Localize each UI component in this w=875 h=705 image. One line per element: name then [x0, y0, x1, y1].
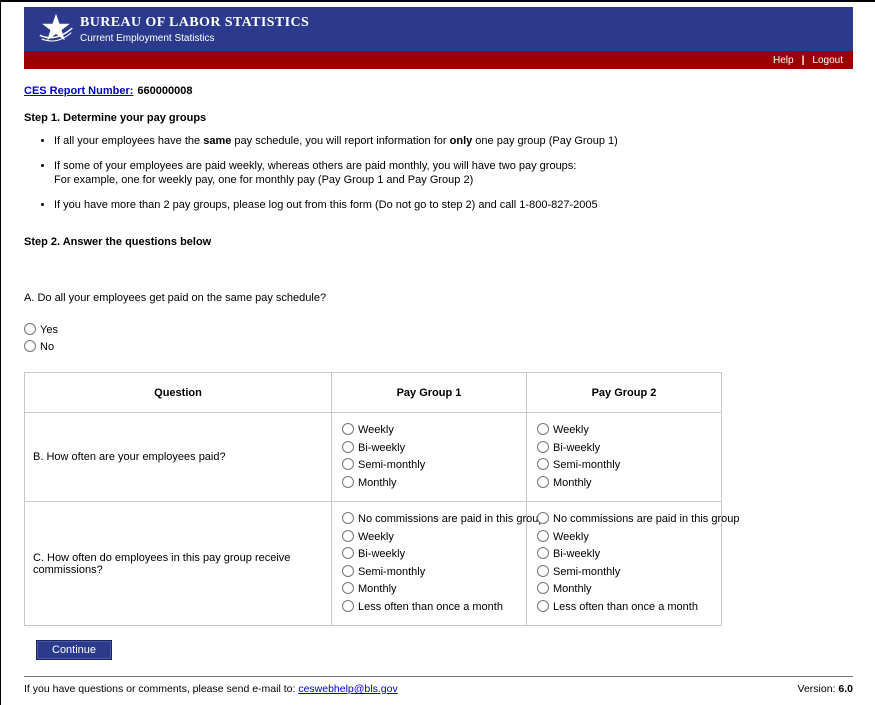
option-label: Semi-monthly [358, 565, 426, 578]
bullet2-line1: • If some of your employees are paid weekly, whereas others are paid monthly, you will have two pay groups: [54, 160, 577, 172]
table-header-row [25, 373, 722, 413]
bullet1-text: If all your employees have the [54, 135, 204, 147]
b-pg1-semimonthly-radio[interactable] [342, 458, 354, 470]
continue-button[interactable]: Continue [36, 640, 112, 660]
bullet-more-than-two-groups: • If you have more than 2 pay groups, please log out from this form (Do not go to step 2) and call 1-800-827-2005 [54, 198, 853, 212]
option-label: Bi-weekly [553, 441, 601, 454]
version-label: Version: [797, 683, 836, 695]
version-text [798, 683, 853, 695]
pay-groups-table [24, 372, 740, 626]
c-pg2-monthly-radio[interactable] [537, 582, 549, 594]
option-label: Bi-weekly [358, 548, 406, 560]
radio-option[interactable] [342, 475, 520, 493]
option-label: Weekly [553, 530, 589, 543]
row-c-paygroup1-options [332, 502, 545, 626]
question-a-text: A. Do all your employees get paid on the same pay schedule? [24, 292, 327, 304]
option-label: Monthly [553, 476, 592, 489]
masthead [24, 7, 853, 51]
yes-radio[interactable] [24, 323, 36, 335]
help-link[interactable]: Help [773, 54, 794, 66]
b-pg1-weekly-radio[interactable] [342, 423, 354, 435]
option-label: Monthly [358, 476, 397, 489]
email-link[interactable]: ceswebhelp@bls.gov [298, 683, 398, 695]
bullet1-bold-same: same [203, 135, 232, 147]
footer-prefix: If you have questions or comments, please send e-mail to: [24, 683, 299, 695]
logout-link[interactable]: Logout [812, 54, 843, 66]
radio-option[interactable] [537, 457, 715, 475]
header-pay-group-1: Pay Group 1 [332, 373, 527, 413]
option-label: Less often than once a month [553, 600, 698, 613]
footer [24, 676, 853, 695]
utility-bar [24, 51, 853, 69]
radio-option[interactable] [537, 564, 715, 582]
bullet1-text3: one pay group (Pay Group 1) [472, 135, 618, 147]
step2-title: Step 2. Answer the questions below [24, 236, 212, 248]
footer-help-text [24, 683, 398, 695]
option-label: No commissions are paid in this group [358, 513, 545, 525]
question-c-text: C. How often do employees in this pay group receive commissions? [25, 502, 332, 626]
option-label: Monthly [553, 583, 592, 595]
question-b-text: B. How often are your employees paid? [25, 413, 332, 502]
c-pg2-biweekly-radio[interactable] [537, 547, 549, 559]
radio-option[interactable] [537, 581, 715, 599]
masthead-text [80, 15, 309, 44]
radio-option[interactable] [342, 581, 520, 599]
report-number-line [24, 85, 853, 97]
c-pg1-weekly-radio[interactable] [342, 530, 354, 542]
b-pg2-weekly-radio[interactable] [537, 423, 549, 435]
option-label: Monthly [358, 583, 397, 595]
step1-bullet-list [24, 134, 853, 212]
radio-option[interactable] [537, 599, 715, 617]
radio-option[interactable] [342, 546, 520, 564]
star-icon [38, 11, 74, 47]
option-label: Weekly [358, 530, 394, 543]
radio-option[interactable] [537, 546, 715, 564]
c-pg1-monthly-radio[interactable] [342, 582, 354, 594]
table-row-c [25, 502, 722, 626]
b-pg2-monthly-radio[interactable] [537, 476, 549, 488]
option-label: Weekly [553, 424, 589, 436]
report-number-value: 660000008 [137, 85, 193, 97]
radio-option[interactable] [342, 511, 545, 529]
c-pg1-lessoften-radio[interactable] [342, 600, 354, 612]
agency-title: BUREAU OF LABOR STATISTICS [80, 14, 310, 30]
radio-option[interactable] [342, 564, 520, 582]
radio-option-yes[interactable] [24, 322, 853, 339]
row-b-paygroup1-options [332, 413, 527, 502]
table-row-b [25, 413, 722, 502]
option-label: No commissions are paid in this group [553, 513, 740, 525]
link-divider: | [801, 54, 805, 66]
bls-star-logo [32, 11, 80, 47]
question-a-options [24, 322, 853, 356]
c-pg2-weekly-radio[interactable] [537, 530, 549, 542]
radio-option[interactable] [537, 511, 740, 529]
c-pg1-semimonthly-radio[interactable] [342, 565, 354, 577]
option-label: Semi-monthly [358, 459, 426, 471]
option-label: Bi-weekly [358, 441, 406, 454]
option-label: Semi-monthly [553, 459, 621, 471]
bullet1-bold-only: only [449, 135, 473, 147]
c-pg1-biweekly-radio[interactable] [342, 547, 354, 559]
step1-title: Step 1. Determine your pay groups [24, 112, 207, 124]
c-pg2-nocommissions-radio[interactable] [537, 512, 549, 524]
radio-option[interactable] [537, 475, 715, 493]
bullet-same-schedule [54, 134, 853, 148]
version-value: 6.0 [838, 683, 853, 695]
radio-option[interactable] [342, 599, 520, 617]
radio-option-no[interactable] [24, 339, 853, 356]
radio-option[interactable] [537, 422, 715, 440]
c-pg2-semimonthly-radio[interactable] [537, 565, 549, 577]
program-subtitle: Current Employment Statistics [80, 32, 215, 44]
row-c-paygroup2-options [527, 502, 740, 626]
radio-option[interactable] [342, 422, 520, 440]
no-radio[interactable] [24, 340, 36, 352]
option-label: Bi-weekly [553, 548, 601, 560]
radio-option[interactable] [537, 440, 715, 458]
row-b-paygroup2-options [527, 413, 722, 502]
yes-label: Yes [40, 324, 58, 336]
no-label: No [40, 341, 55, 353]
ces-report-number-link[interactable]: CES Report Number: [24, 85, 134, 97]
radio-option[interactable] [342, 440, 520, 458]
radio-option[interactable] [342, 529, 520, 547]
page [1, 2, 875, 695]
radio-option[interactable] [342, 457, 520, 475]
header-question: Question [25, 373, 332, 413]
c-pg2-lessoften-radio[interactable] [537, 600, 549, 612]
b-pg2-biweekly-radio[interactable] [537, 441, 549, 453]
b-pg1-biweekly-radio[interactable] [342, 441, 354, 453]
b-pg2-semimonthly-radio[interactable] [537, 458, 549, 470]
header-pay-group-2: Pay Group 2 [527, 373, 722, 413]
b-pg1-monthly-radio[interactable] [342, 476, 354, 488]
option-label: Semi-monthly [553, 565, 621, 578]
bullet2-line2: For example, one for weekly pay, one for monthly pay (Pay Group 1 and Pay Group 2) [54, 174, 474, 186]
radio-option[interactable] [537, 529, 715, 547]
bullet-two-pay-groups [54, 159, 853, 187]
bullet1-text2: pay schedule, you will report information for [231, 135, 450, 147]
c-pg1-nocommissions-radio[interactable] [342, 512, 354, 524]
option-label: Weekly [358, 424, 394, 436]
option-label: Less often than once a month [358, 600, 503, 613]
